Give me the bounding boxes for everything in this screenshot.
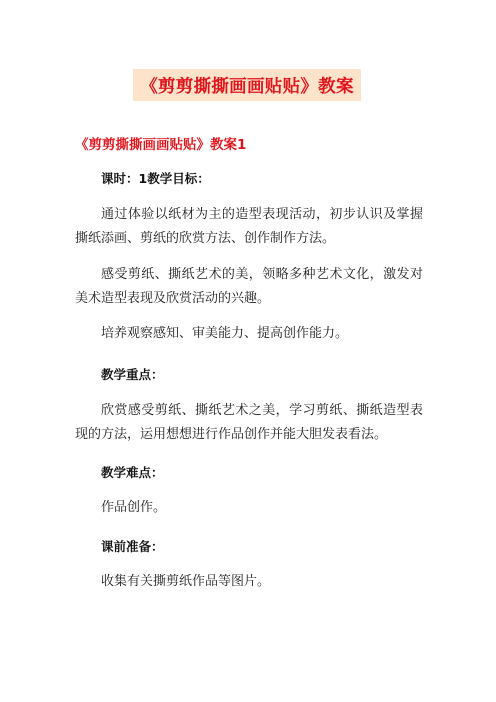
paragraph-objective-2: [75, 263, 423, 311]
paragraph-key-points: [75, 399, 423, 447]
heading-objectives: 课时：1教学目标：: [101, 171, 210, 186]
document-title: 《剪剪撕撕画画贴贴》教案: [140, 76, 354, 97]
paragraph-objective-1: [75, 203, 423, 251]
paragraph-difficulties: [75, 496, 423, 520]
paragraph-text: 作品创作。: [101, 500, 167, 515]
paragraph-text: 通过体验以纸材为主的造型表现活动，初步认识及掌握撕纸添画、剪纸的欣赏方法、创作制作方法。: [75, 207, 423, 246]
heading-difficulties: 教学难点：: [101, 465, 164, 480]
heading-key-points: 教学重点：: [101, 367, 164, 382]
paragraph-text: 欣赏感受剪纸、撕纸艺术之美，学习剪纸、撕纸造型表现的方法，运用想想进行作品创作并能大胆发表看法。: [75, 403, 423, 442]
section-subtitle: 《剪剪撕撕画画贴贴》教案1: [75, 137, 247, 153]
paragraph-text: 感受剪纸、撕纸艺术的美，领略多种艺术文化，激发对美术造型表现及欣赏活动的兴趣。: [75, 267, 423, 306]
heading-preparation: 课前准备：: [101, 539, 164, 554]
paragraph-text: 培养观察感知、审美能力、提高创作能力。: [101, 326, 349, 341]
paragraph-text: 收集有关撕剪纸作品等图片。: [101, 574, 271, 589]
paragraph-objective-3: [75, 322, 423, 346]
title-highlight: [133, 69, 361, 101]
paragraph-preparation: [75, 570, 423, 594]
